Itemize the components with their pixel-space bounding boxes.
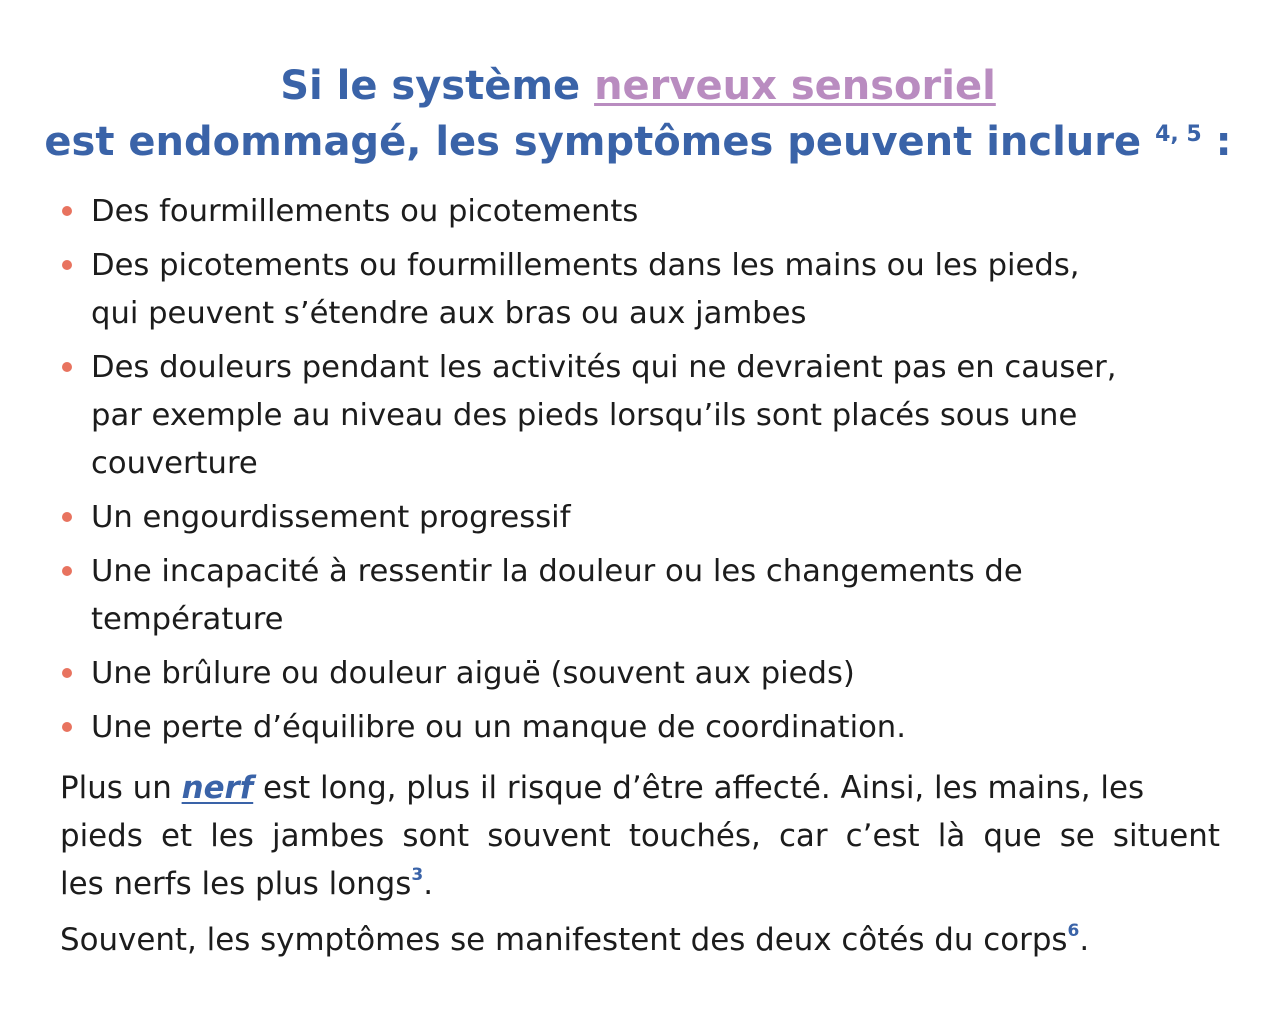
symptom-item: [60, 188, 1230, 236]
title-reference: 4, 5: [1155, 122, 1202, 147]
title-line-2: [0, 114, 1276, 170]
paragraph-word: que: [983, 818, 1042, 854]
symptom-line: Une incapacité à ressentir la douleur ou les changements de: [91, 554, 1023, 589]
symptom-item: [60, 494, 1230, 542]
symptom-item: [60, 704, 1230, 752]
paragraph-word: touchés,: [628, 818, 761, 854]
symptom-line: température: [91, 602, 284, 637]
bullet-icon: [62, 362, 72, 372]
symptom-line: Des douleurs pendant les activités qui ne devraient pas en causer,: [91, 350, 1117, 385]
paragraph-word: les: [210, 818, 254, 854]
bullet-icon: [62, 722, 72, 732]
symptom-line: qui peuvent s’étendre aux bras ou aux jambes: [91, 296, 807, 331]
symptom-line: Des picotements ou fourmillements dans les mains ou les pieds,: [91, 248, 1080, 283]
paragraph-word: là: [937, 818, 966, 854]
paragraph-line-3-end: .: [423, 866, 434, 902]
paragraph-word: c’est: [845, 818, 920, 854]
symptom-line: couverture: [91, 446, 258, 481]
title-line-1: [0, 58, 1276, 114]
symptom-line: Une perte d’équilibre ou un manque de coordination.: [91, 710, 906, 745]
title-suffix: :: [1201, 119, 1232, 165]
both-sides-reference: 6: [1067, 921, 1080, 941]
both-sides-paragraph: [60, 916, 1220, 964]
sensory-nervous-system-link[interactable]: nerveux sensoriel: [594, 63, 996, 109]
paragraph-word: jambes: [272, 818, 385, 854]
nerve-term-link[interactable]: nerf: [181, 770, 254, 806]
paragraph-word: pieds: [60, 818, 143, 854]
symptom-list: [60, 188, 1230, 758]
symptom-item: [60, 242, 1230, 338]
paragraph-line-3-text: les nerfs les plus longs: [60, 866, 412, 902]
paragraph-word: souvent: [487, 818, 611, 854]
nerve-length-paragraph: [60, 764, 1220, 908]
paragraph-word: et: [160, 818, 193, 854]
bullet-icon: [62, 206, 72, 216]
title-prefix: Si le système: [280, 63, 595, 109]
paragraph-line-1: [60, 764, 1220, 812]
paragraph-line-2: [60, 812, 1220, 860]
symptom-item: [60, 650, 1230, 698]
both-sides-line: [60, 916, 1220, 964]
bullet-icon: [62, 260, 72, 270]
paragraph-word: sont: [402, 818, 470, 854]
paragraph-reference: 3: [411, 865, 424, 885]
symptom-item: [60, 548, 1230, 644]
page-title: [0, 58, 1276, 170]
symptom-line: par exemple au niveau des pieds lorsqu’ils sont placés sous une: [91, 398, 1078, 433]
title-text: est endommagé, les symptômes peuvent inclure: [44, 119, 1156, 165]
paragraph-word: car: [778, 818, 828, 854]
bullet-icon: [62, 512, 72, 522]
paragraph-prefix: Plus un: [60, 770, 182, 806]
paragraph-word: se: [1059, 818, 1095, 854]
symptom-line: Un engourdissement progressif: [91, 500, 571, 535]
both-sides-end: .: [1079, 922, 1090, 958]
bullet-icon: [62, 668, 72, 678]
symptom-line: Une brûlure ou douleur aiguë (souvent aux pieds): [91, 656, 855, 691]
paragraph-line-3: [60, 860, 1220, 908]
bullet-icon: [62, 566, 72, 576]
paragraph-line-1-rest: est long, plus il risque d’être affecté. Ainsi, les mains, les: [253, 770, 1145, 806]
symptom-item: [60, 344, 1230, 488]
both-sides-text: Souvent, les symptômes se manifestent des deux côtés du corps: [60, 922, 1068, 958]
symptom-line: Des fourmillements ou picotements: [91, 194, 639, 229]
paragraph-word: situent: [1112, 818, 1220, 854]
